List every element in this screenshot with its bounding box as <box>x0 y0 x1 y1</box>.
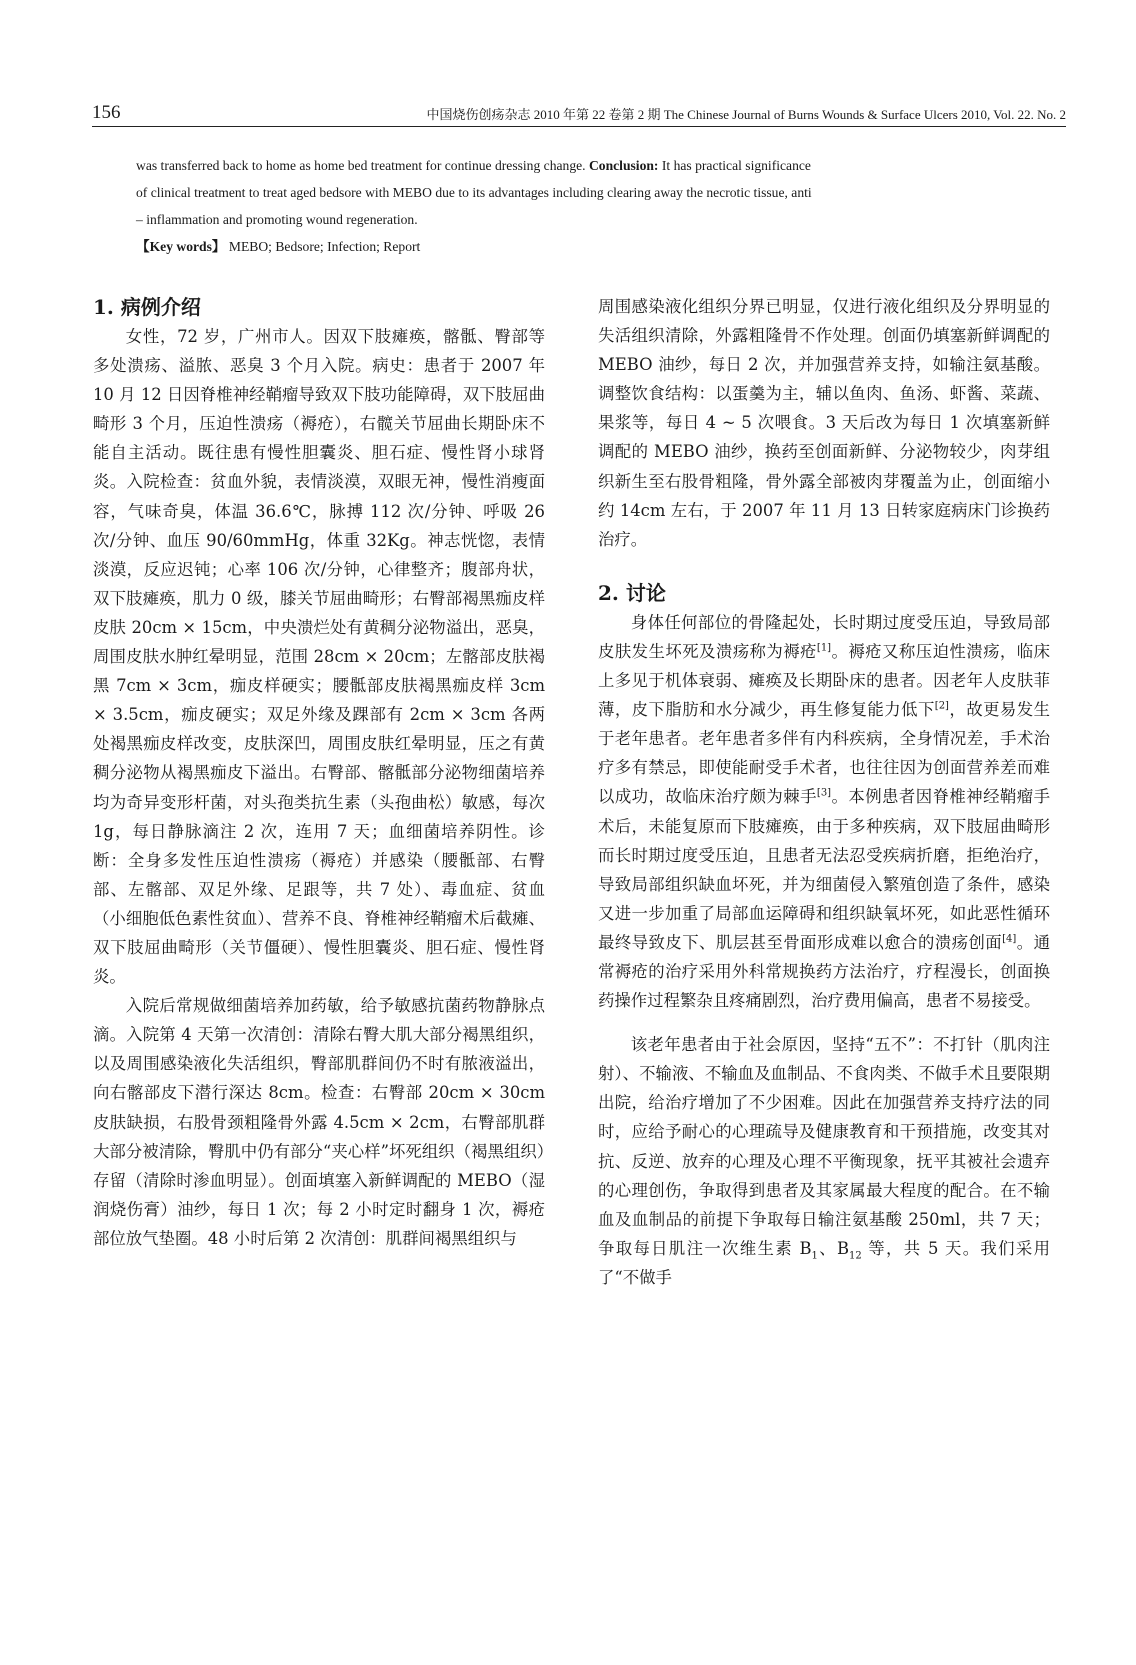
page-number: 156 <box>92 102 121 123</box>
citation: [4] <box>1002 933 1017 945</box>
abstract-line: was transferred back to home as home bed treatment for continue dressing change. Conclusion: It has practical significance <box>136 158 811 173</box>
left-column <box>93 292 545 1253</box>
treatment-paragraph: 入院后常规做细菌培养加药敏，给予敏感抗菌药物静脉点滴。入院第 4 天第一次清创：清除右臀大肌大部分褐黑组织，以及周围感染液化失活组织，臀部肌群间仍不时有脓液溢出，向右髂部皮下潜行深达 8cm。检查：右臀部 20cm × 30cm 皮肤缺损，右股骨颈粗隆骨外露 4.5cm × 2cm，右臀部肌群大部分被清除，臀肌中仍有部分“夹心样”坏死组织（褐黑组织）存留（清除时渗血明显）。创面填塞入新鲜调配的 MEBO（湿润烧伤膏）油纱，每日 1 次；每 2 小时定时翻身 1 次，褥疮部位放气垫圈。48 小时后第 2 次清创：肌群间褐黑组织与 <box>93 996 545 1248</box>
abstract-block <box>136 152 1056 260</box>
keywords-label: 【Key words】 <box>136 239 226 254</box>
discussion-paragraph: 身体任何部位的骨隆起处，长时期过度受压迫，导致局部皮肤发生坏死及溃疡称为褥疮[1]。褥疮又称压迫性溃疡，临床上多见于机体衰弱、瘫痪及长期卧床的患者。因老年人皮肤菲薄，皮下脂肪和水分减少，再生修复能力低下[2]，故更易发生于老年患者。老年患者多伴有内科疾病，全身情况差，手术治疗多有禁忌，即使能耐受手术者，也往往因为创面营养差而难以成功，故临床治疗颇为棘手[3]。本例患者因脊椎神经鞘瘤手术后，未能复原而下肢瘫痪，由于多种疾病，双下肢屈曲畸形而长时期过度受压迫，且患者无法忍受疾病折磨，拒绝治疗，导致局部组织缺血坏死，并为细菌侵入繁殖创造了条件，感染又进一步加重了局部血运障碍和组织缺氧坏死，如此恶性循环最终导致皮下、肌层甚至骨面形成难以愈合的溃疡创面[4]。通常褥疮的治疗采用外科常规换药方法治疗，疗程漫长，创面换药操作过程繁杂且疼痛剧烈，治疗费用偏高，患者不易接受。 <box>598 612 1051 1011</box>
section-2-title: 2. 讨论 <box>598 580 666 605</box>
case-paragraph: 女性，72 岁，广州市人。因双下肢瘫痪，髂骶、臀部等多处溃疡、溢脓、恶臭 3 个月入院。病史：患者于 2007 年 10 月 12 日因脊椎神经鞘瘤导致双下肢功能障碍，双下肢屈曲畸形 3 个月，压迫性溃疡（褥疮），右髋关节屈曲长期卧床不能自主活动。既往患有慢性胆囊炎、胆石症、慢性肾小球肾炎。入院检查：贫血外貌，表情淡漠，双眼无神，慢性消瘦面容，气味奇臭，体温 36.6℃，脉搏 112 次/分钟、呼吸 26 次/分钟、血压 90/60mmHg，体重 32Kg。神志恍惚，表情淡漠，反应迟钝；心率 106 次/分钟，心律整齐；腹部舟状，双下肢瘫痪，肌力 0 级，膝关节屈曲畸形；右臀部褐黑痂皮样皮肤 20cm × 15cm，中央溃烂处有黄稠分泌物溢出，恶臭，周围皮肤水肿红晕明显，范围 28cm × 20cm；左髂部皮肤褐黑 7cm × 3cm，痂皮样硬实；腰骶部皮肤褐黑痂皮样 3cm × 3.5cm，痂皮硬实；双足外缘及踝部有 2cm × 3cm 各两处褐黑痂皮样改变，皮肤深凹，周围皮肤红晕明显，压之有黄稠分泌物从褐黑痂皮下溢出。右臀部、髂骶部分泌物细菌培养均为奇异变形杆菌，对头孢类抗生素（头孢曲松）敏感，每次 1g，每日静脉滴注 2 次，连用 7 天；血细菌培养阴性。诊断：全身多发性压迫性溃疡（褥疮）并感染（腰骶部、右臀部、左髂部、双足外缘、足跟等，共 7 处）、毒血症、贫血（小细胞低色素性贫血）、营养不良、脊椎神经鞘瘤术后截瘫、双下肢屈曲畸形（关节僵硬）、慢性胆囊炎、胆石症、慢性肾炎。 <box>93 327 545 987</box>
treatment-continued-paragraph: 周围感染液化组织分界已明显，仅进行液化组织及分界明显的失活组织清除，外露粗隆骨不作处理。创面仍填塞新鲜调配的 MEBO 油纱，每日 2 次，并加强营养支持，如输注氨基酸。调整饮食结构：以蛋羹为主，辅以鱼肉、鱼汤、虾酱、菜蔬、果浆等，每日 4 ~ 5 次喂食。3 天后改为每日 1 次填塞新鲜调配的 MEBO 油纱，换药至创面新鲜、分泌物较少，肉芽组织新生至右股骨粗隆，骨外露全部被肉芽覆盖为止，创面缩小约 14cm 左右，于 2007 年 11 月 13 日转家庭病床门诊换药治疗。 <box>598 297 1050 549</box>
section-1-title: 1. 病例介绍 <box>93 295 201 319</box>
conclusion-label: Conclusion: <box>588 158 659 173</box>
running-header <box>92 100 1066 128</box>
journal-running-head: 中国烧伤创疡杂志 2010 年第 22 卷第 2 期 The Chinese Journal of Burns Wounds & Surface Ulcers 2010, Vol. 22. No. 2 <box>426 107 1066 122</box>
citation: [2] <box>934 700 949 712</box>
header-rule <box>92 126 1066 127</box>
abstract-line: – inflammation and promoting wound regeneration. <box>136 212 418 227</box>
abstract-line: of clinical treatment to treat aged bedsore with MEBO due to its advantages including clearing away the necrotic tissue, anti <box>136 185 812 200</box>
citation: [3] <box>816 787 832 799</box>
citation: [1] <box>816 642 832 654</box>
discussion-paragraph: 该老年患者由于社会原因，坚持“五不”：不打针（肌肉注射）、不输液、不输血及血制品、不食肉类、不做手术且要限期出院，给治疗增加了不少困难。因此在加强营养支持疗法的同时，应给予耐心的心理疏导及健康教育和干预措施，改变其对抗、反逆、放弃的心理及心理不平衡现象，抚平其被社会遗弃的心理创伤，争取得到患者及其家属最大程度的配合。在不输血及血制品的前提下争取每日输注氨基酸 250ml，共 7 天；争取每日肌注一次维生素 $B_1$、$B_{12}$ 等，共 5 天。我们采用了“不做手 <box>598 1035 1050 1287</box>
right-column <box>598 292 1050 1292</box>
keywords: 【Key words】 MEBO; Bedsore; Infection; Report <box>136 239 421 254</box>
